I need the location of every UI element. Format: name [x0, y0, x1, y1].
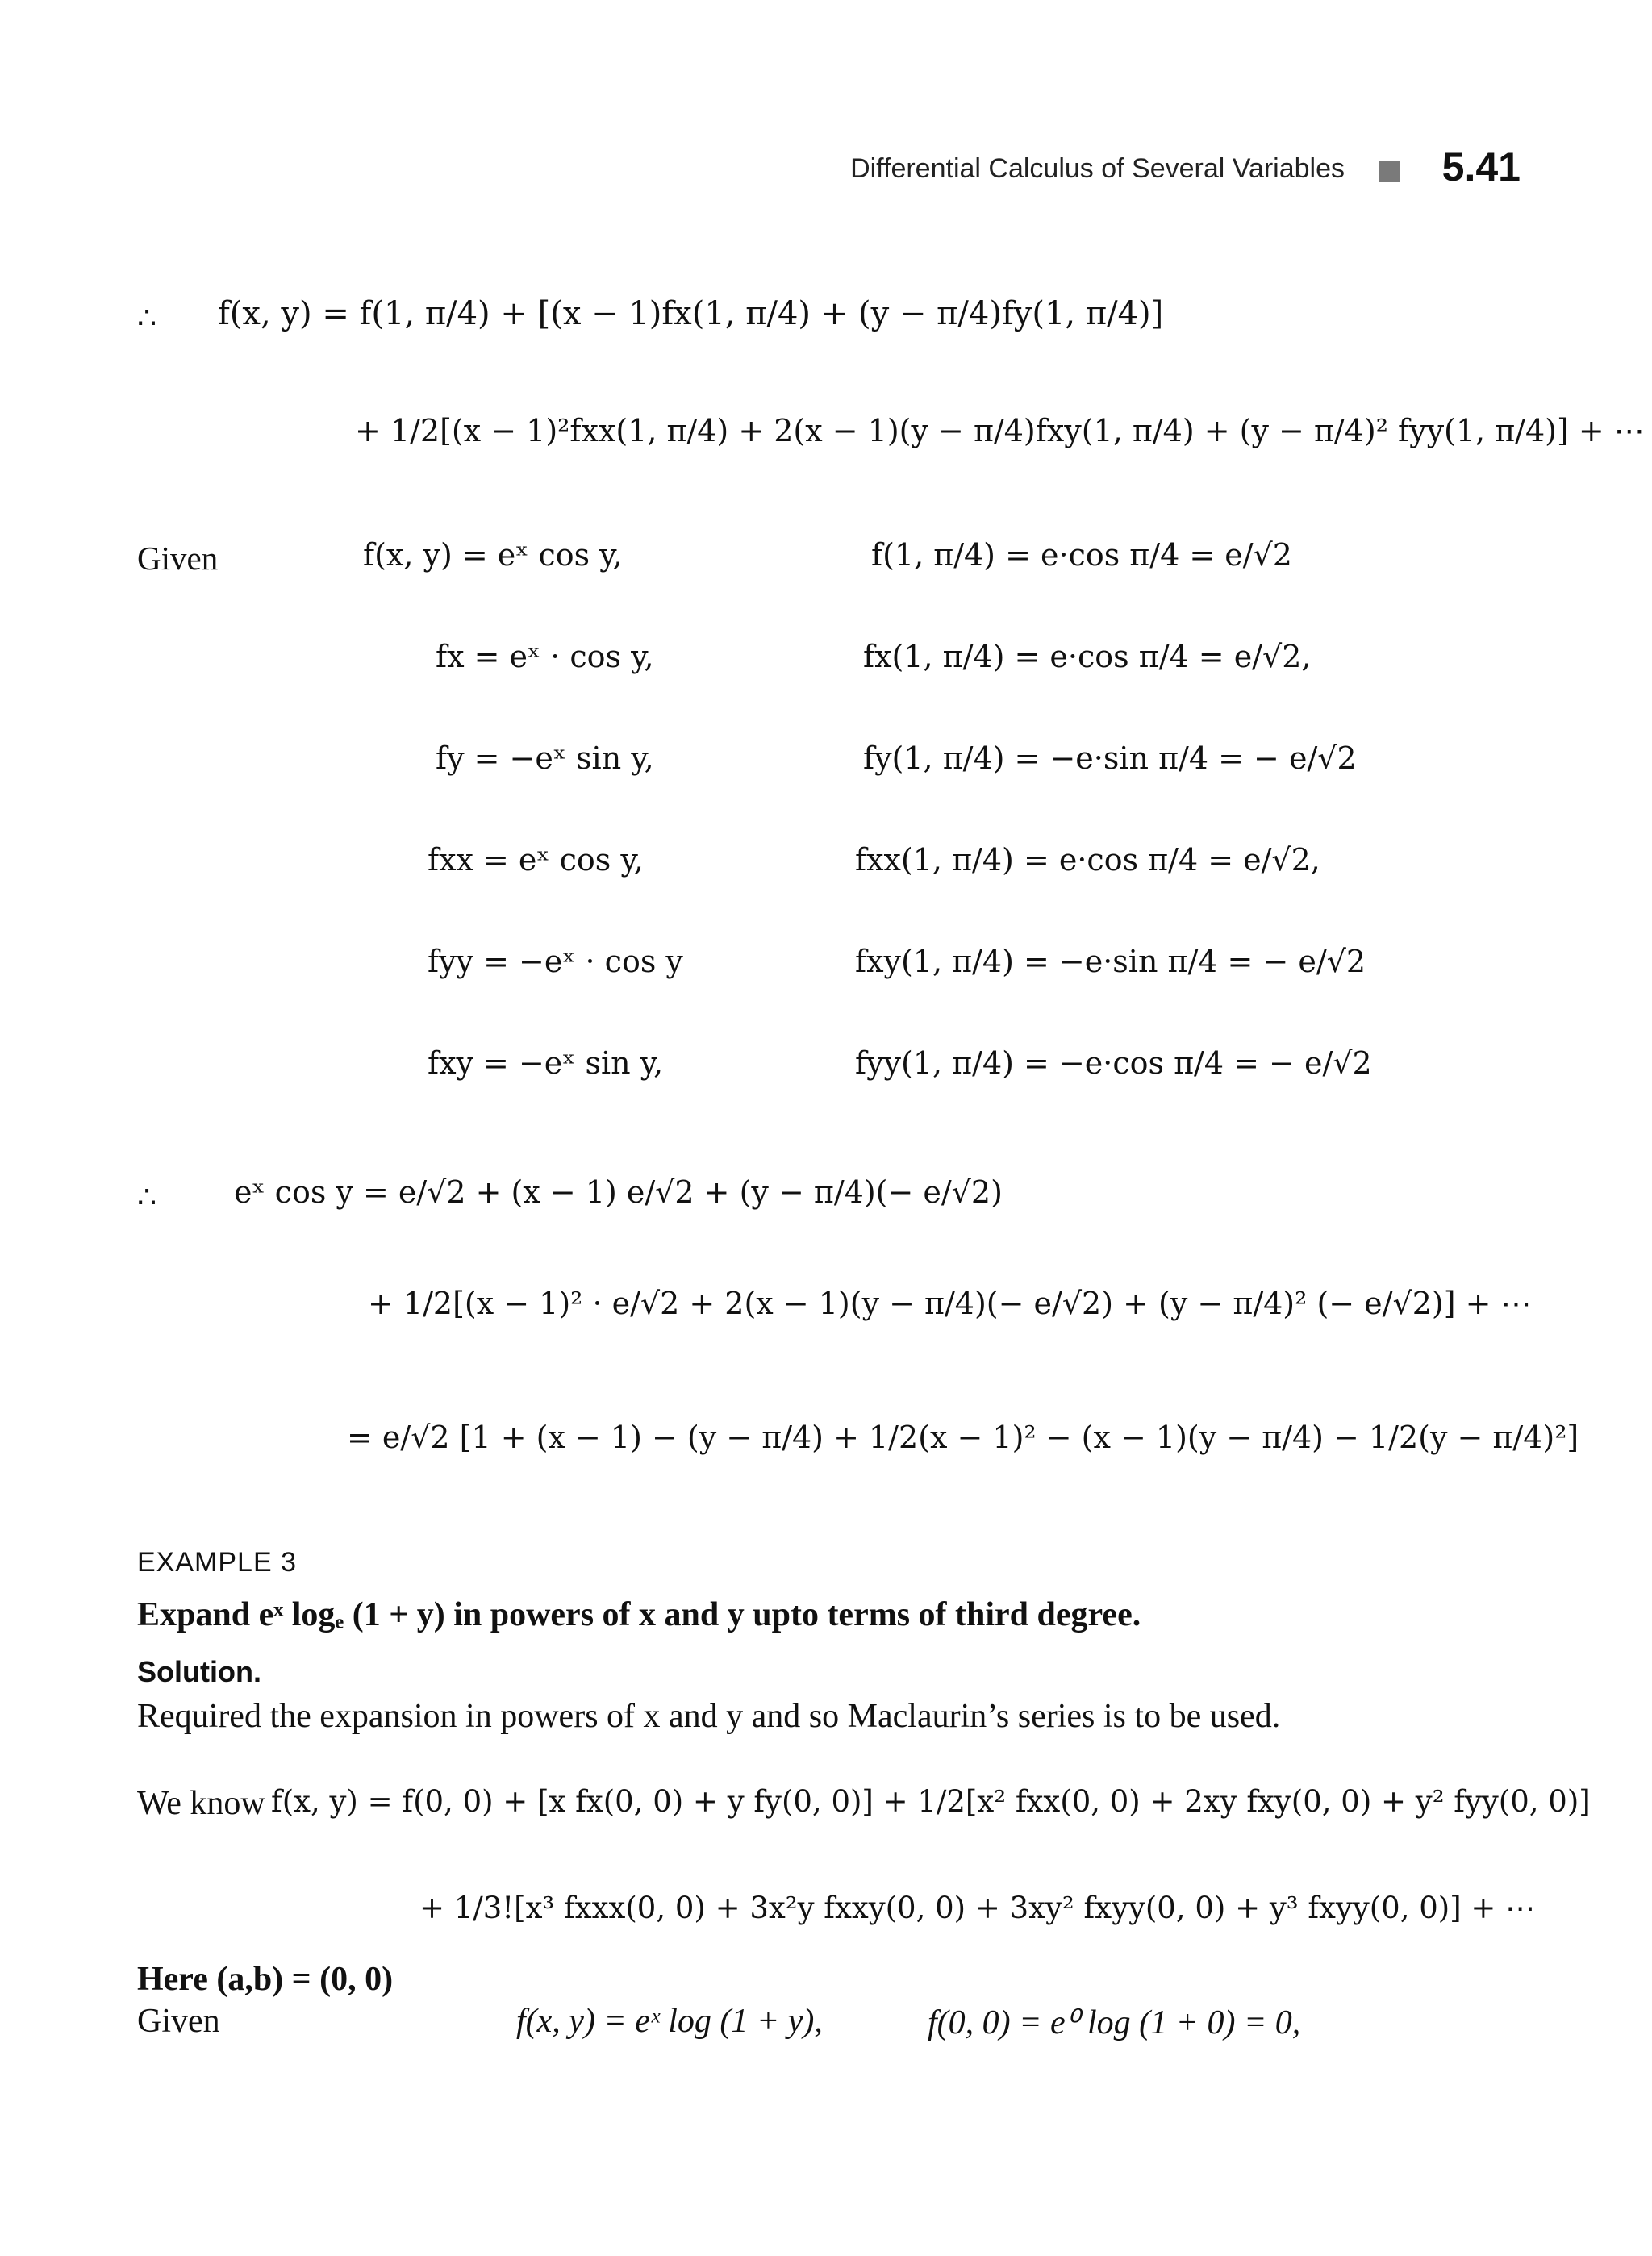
solution-heading: Solution. [137, 1655, 261, 1688]
maclaurin-line-1: f(x, y) = f(0, 0) + [x fx(0, 0) + y fy(0, 0)] + 1/2[x² fxx(0, 0) + 2xy fxy(0, 0) + y² fyy(0, 0)] [271, 1784, 1591, 1819]
header-square-icon [1379, 161, 1400, 182]
taylor-line-1: f(x, y) = f(1, π/4) + [(x − 1)fx(1, π/4) + (y − π/4)fy(1, π/4)] [218, 295, 1164, 332]
we-know-label: We know [137, 1785, 265, 1822]
given-left-fy: fy = −eˣ sin y, [436, 740, 654, 776]
given-label-2: Given [137, 2003, 220, 2040]
expansion-line-3: = e/√2 [1 + (x − 1) − (y − π/4) + 1/2(x − 1)² − (x − 1)(y − π/4) − 1/2(y − π/4)²] [347, 1420, 1579, 1455]
therefore-symbol-2: ∴ [137, 1179, 157, 1215]
taylor-line-2: + 1/2[(x − 1)²fxx(1, π/4) + 2(x − 1)(y − π/4)fxy(1, π/4) + (y − π/4)² fyy(1, π/4)] + ⋯ [355, 413, 1645, 448]
given-right-fxx: fxx(1, π/4) = e·cos π/4 = e/√2, [855, 842, 1320, 878]
solution-intro: Required the expansion in powers of x and y and so Maclaurin’s series is to be used. [137, 1698, 1281, 1735]
example-heading: EXAMPLE 3 [137, 1547, 297, 1578]
maclaurin-line-2: + 1/3![x³ fxxx(0, 0) + 3x²y fxxy(0, 0) + 3xy² fxyy(0, 0) + y³ fxyy(0, 0)] + ⋯ [419, 1891, 1536, 1925]
chapter-title: Differential Calculus of Several Variables [850, 153, 1345, 184]
given-right-fyy: fyy(1, π/4) = −e·cos π/4 = − e/√2 [855, 1045, 1372, 1081]
given-right-f: f(1, π/4) = e·cos π/4 = e/√2 [871, 537, 1292, 573]
page-number: 5.41 [1441, 144, 1521, 190]
given-right-fxy: fxy(1, π/4) = −e·sin π/4 = − e/√2 [855, 944, 1366, 979]
given-left-fyy: fyy = −eˣ · cos y [428, 944, 683, 979]
given-left-log: f(x, y) = eˣ log (1 + y), [516, 2003, 823, 2040]
expansion-line-2: + 1/2[(x − 1)² · e/√2 + 2(x − 1)(y − π/4)(− e/√2) + (y − π/4)² (− e/√2)] + ⋯ [368, 1286, 1532, 1321]
given-right-fx: fx(1, π/4) = e·cos π/4 = e/√2, [863, 639, 1312, 674]
given-left-f: f(x, y) = eˣ cos y, [363, 537, 623, 573]
here-statement: Here (a,b) = (0, 0) [137, 1961, 394, 1998]
running-header [0, 144, 1521, 200]
problem-statement: Expand eˣ logₑ (1 + y) in powers of x and y upto terms of third degree. [137, 1596, 1141, 1633]
given-right-fy: fy(1, π/4) = −e·sin π/4 = − e/√2 [863, 740, 1357, 776]
given-right-log: f(0, 0) = e⁰ log (1 + 0) = 0, [928, 2004, 1301, 2041]
expansion-line-1: eˣ cos y = e/√2 + (x − 1) e/√2 + (y − π/4)(− e/√2) [234, 1174, 1003, 1210]
given-label: Given [137, 540, 219, 577]
given-left-fxy: fxy = −eˣ sin y, [428, 1045, 664, 1081]
given-left-fxx: fxx = eˣ cos y, [428, 842, 644, 878]
given-left-fx: fx = eˣ · cos y, [436, 639, 654, 674]
therefore-symbol: ∴ [137, 300, 157, 336]
